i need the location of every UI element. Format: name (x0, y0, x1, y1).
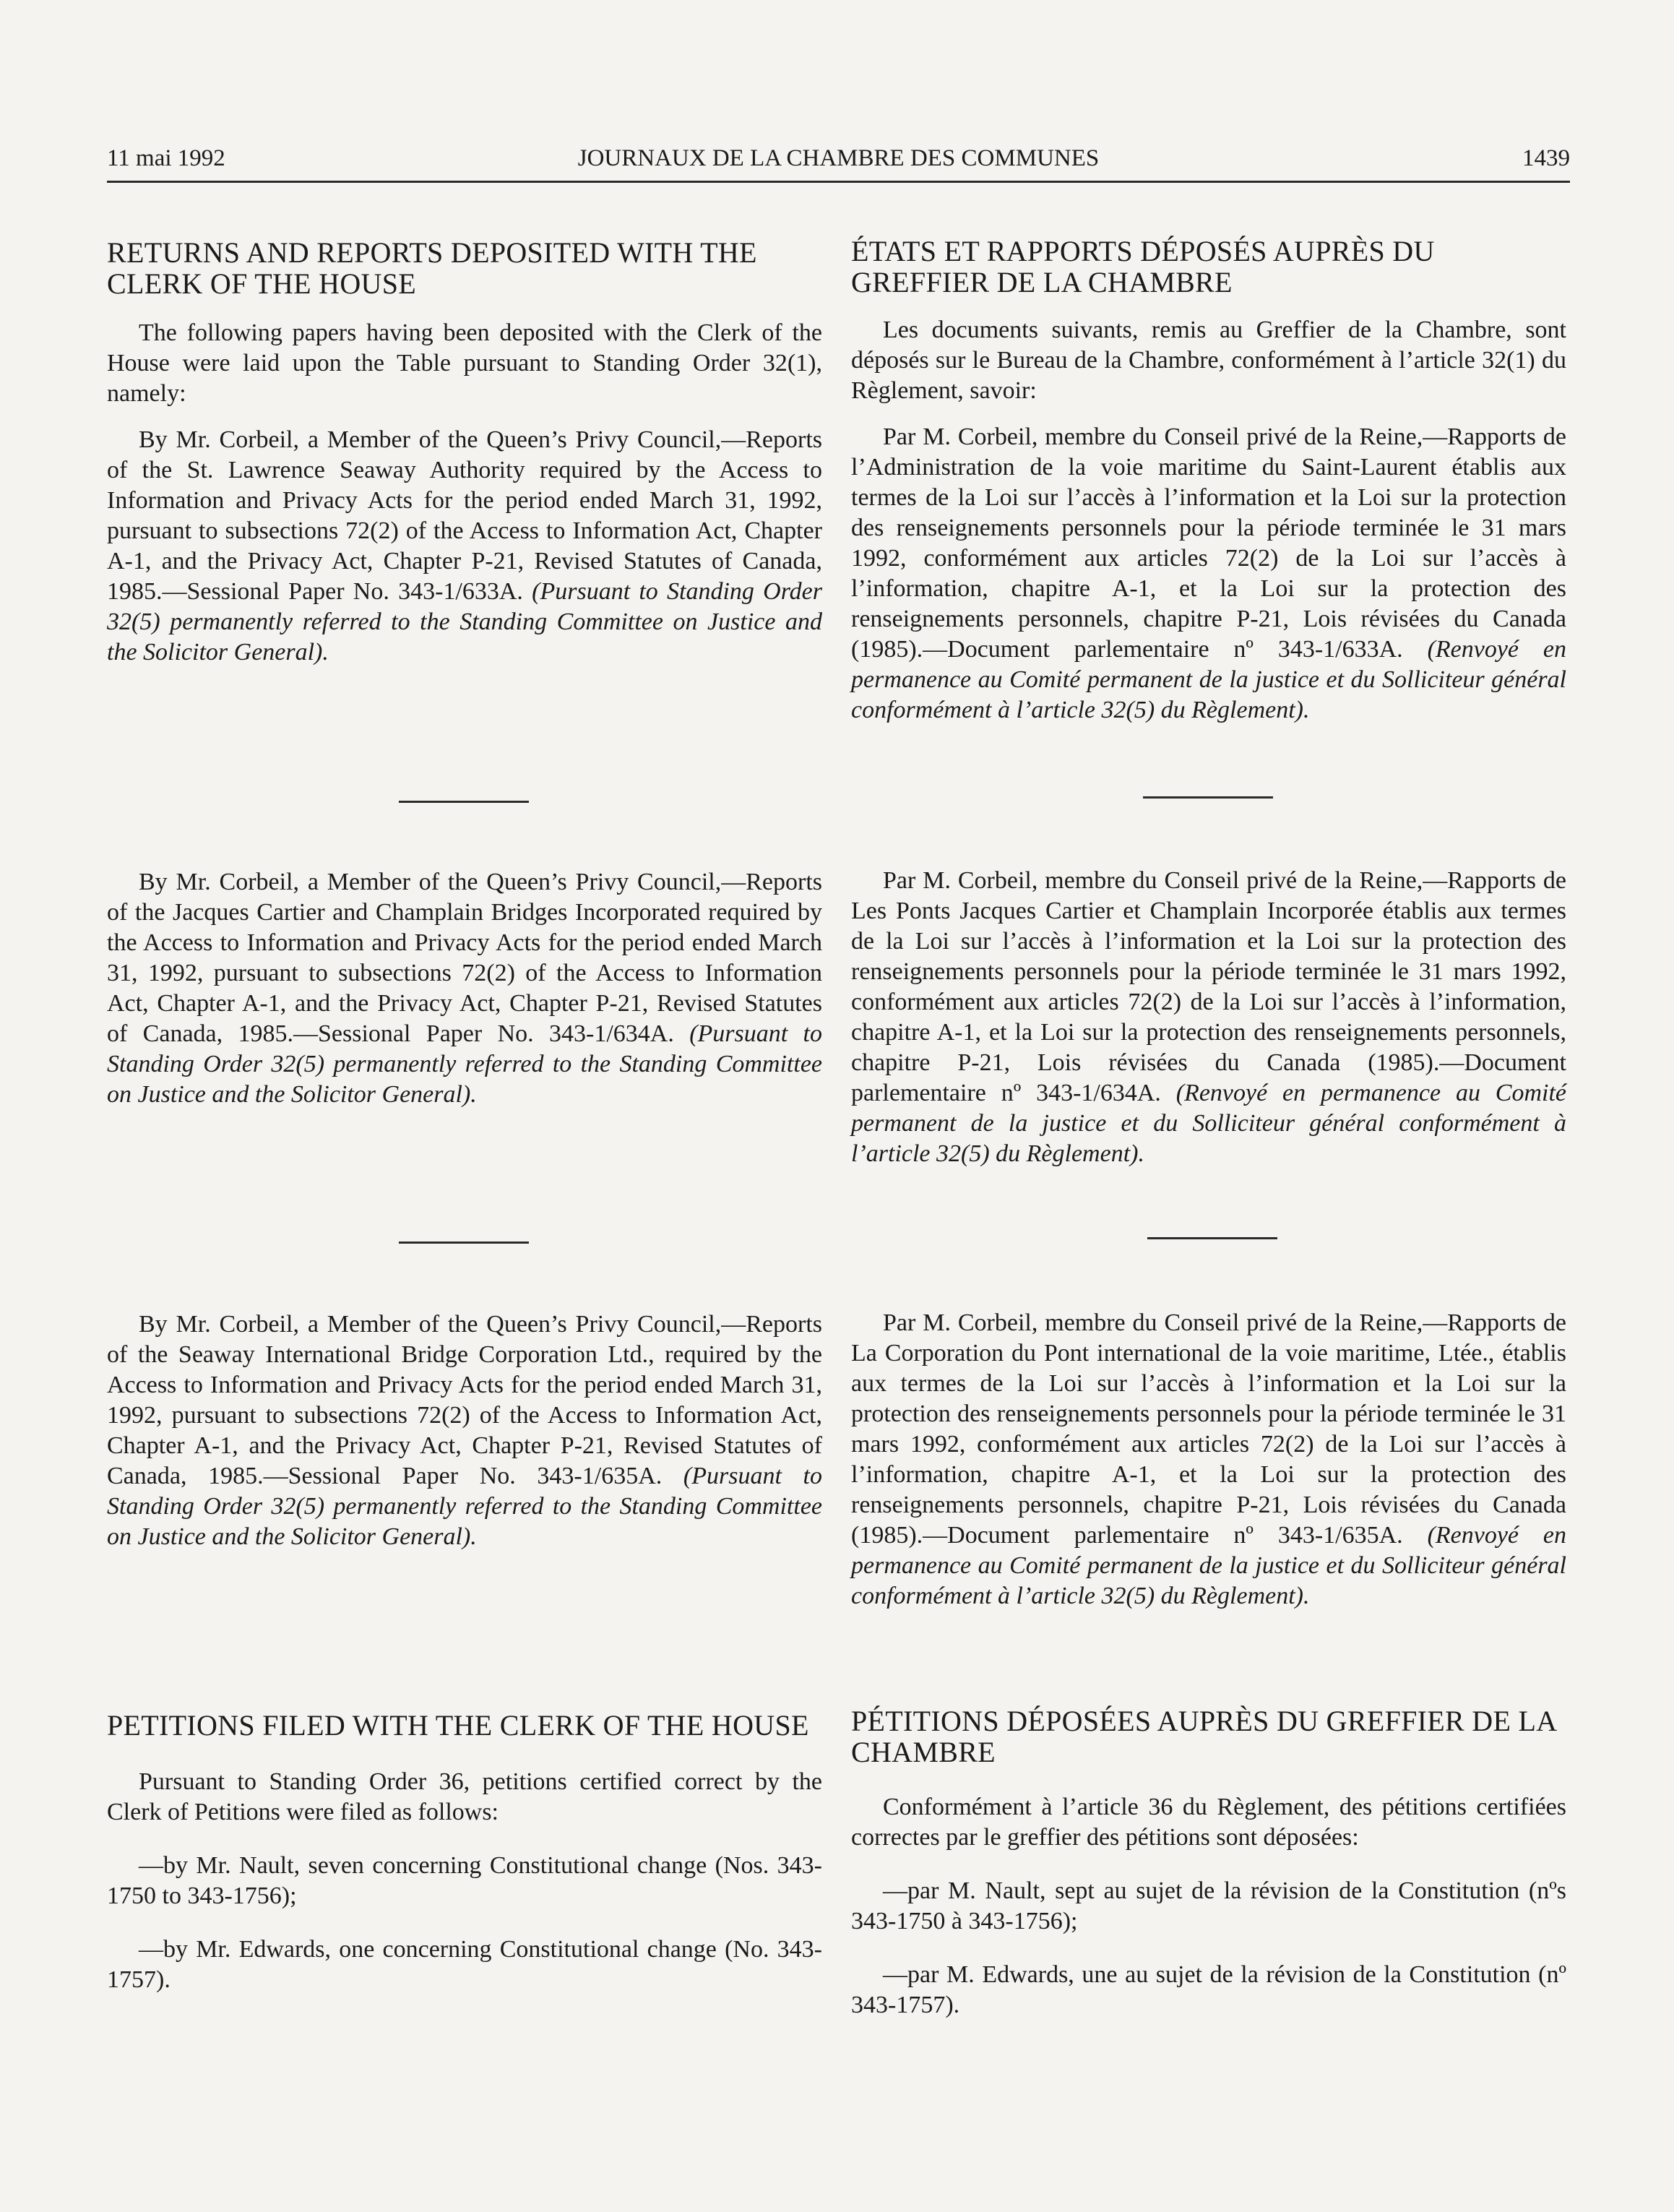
en-report-item-3 (107, 1309, 822, 1552)
en-returns-heading: RETURNS AND REPORTS DEPOSITED WITH THE CLERK OF THE HOUSE (107, 236, 757, 300)
fr-petitions-section (851, 1705, 1566, 2021)
fr-report-block-3 (851, 1308, 1566, 1611)
en-separator-2 (399, 1241, 529, 1244)
fr-petition-1: —par M. Nault, sept au sujet de la révision de la Constitution (nºs 343-1750 à 343-1756); (851, 1877, 1566, 1935)
fr-report-block-2 (851, 866, 1566, 1169)
en-separator-1 (399, 801, 529, 803)
fr-report-item-2 (851, 866, 1566, 1169)
fr-item-2-referral: (Renvoyé en permanence au Comité permanent de la justice et du Solliciteur général conformément à l’article 32(5) du Règlement). (851, 1080, 1566, 1167)
en-report-block-2 (107, 867, 822, 1110)
header-date: 11 mai 1992 (107, 145, 225, 171)
fr-separator-1 (1143, 796, 1273, 799)
fr-report-item-1 (851, 422, 1566, 726)
en-item-1-referral: (Pursuant to Standing Order 32(5) permanently referred to the Standing Committee on Justice and the Solicitor General). (107, 578, 822, 666)
fr-petitions-heading: PÉTITIONS DÉPOSÉES AUPRÈS DU GREFFIER DE LA CHAMBRE (851, 1705, 1556, 1768)
en-report-block-3 (107, 1309, 822, 1552)
en-item-1-text: By Mr. Corbeil, a Member of the Queen’s Privy Council,—Reports of the St. Lawrence Seaway Authority required by the Access to Information and Privacy Acts for the period ended March 31, 1992, pursuant to subsections 72(2) of the Access to Information Act, Chapter A-1, and the Privacy Act, Chapter P-21, Revised Statutes of Canada, 1985.—Sessional Paper No. 343-1/633A. (107, 426, 822, 605)
en-item-2-text: By Mr. Corbeil, a Member of the Queen’s Privy Council,—Reports of the Jacques Cartier and Champlain Bridges Incorporated required by the Access to Information and Privacy Acts for the period ended March 31, 1992, pursuant to subsections 72(2) of the Access to Information Act, Chapter A-1, and the Privacy Act, Chapter P-21, Revised Statutes of Canada, 1985.—Sessional Paper No. 343-1/634A. (107, 869, 822, 1047)
en-item-2-referral: (Pursuant to Standing Order 32(5) permanently referred to the Standing Committee on Justice and the Solicitor General). (107, 1020, 822, 1108)
fr-item-3-referral: (Renvoyé en permanence au Comité permanent de la justice et du Solliciteur général conformément à l’article 32(5) du Règlement). (851, 1522, 1566, 1609)
fr-separator-2 (1147, 1237, 1277, 1239)
fr-petitions-intro: Conformément à l’article 36 du Règlement, des pétitions certifiées correctes par le greffier des pétitions sont déposées: (851, 1794, 1566, 1851)
en-returns-intro: The following papers having been deposited with the Clerk of the House were laid upon the Table pursuant to Standing Order 32(1), namely: (107, 319, 822, 407)
en-petitions-heading: PETITIONS FILED WITH THE CLERK OF THE HOUSE (107, 1709, 809, 1742)
running-header (107, 143, 1570, 183)
en-petitions-section (107, 1710, 822, 1995)
fr-item-1-referral: (Renvoyé en permanence au Comité permanent de la justice et du Solliciteur général conformément à l’article 32(5) du Règlement). (851, 636, 1566, 723)
fr-report-item-3 (851, 1308, 1566, 1611)
en-item-3-text: By Mr. Corbeil, a Member of the Queen’s Privy Council,—Reports of the Seaway International Bridge Corporation Ltd., required by the Access to Information and Privacy Acts for the period ended March 31, 1992, pursuant to subsections 72(2) of the Access to Information Act, Chapter A-1, and the Privacy Act, Chapter P-21, Revised Statutes of Canada, 1985.—Sessional Paper No. 343-1/635A. (107, 1311, 822, 1489)
fr-item-1-text: Par M. Corbeil, membre du Conseil privé de la Reine,—Rapports de l’Administration de la voie maritime du Saint-Laurent établis aux termes de la Loi sur l’accès à l’information et la Loi sur la protection des renseignements personnels pour la période terminée le 31 mars 1992, conformément aux articles 72(2) de la Loi sur l’accès à l’information, chapitre A-1, et la Loi sur la protection des renseignements personnels, chapitre P-21, Lois révisées du Canada (1985).—Document parlementaire nº 343-1/633A. (851, 423, 1566, 663)
fr-returns-heading: ÉTATS ET RAPPORTS DÉPOSÉS AUPRÈS DU GREFFIER DE LA CHAMBRE (851, 235, 1435, 298)
en-item-3-referral: (Pursuant to Standing Order 32(5) permanently referred to the Standing Committee on Justice and the Solicitor General). (107, 1463, 822, 1550)
page-number: 1439 (1522, 145, 1570, 171)
fr-item-3-text: Par M. Corbeil, membre du Conseil privé de la Reine,—Rapports de La Corporation du Pont international de la voie maritime, Ltée., établis aux termes de la Loi sur l’accès à l’information et la Loi sur la protection des renseignements personnels pour la période terminée le 31 mars 1992, conformément aux articles 72(2) de la Loi sur l’accès à l’information, chapitre A-1, et la Loi sur la protection des renseignements personnels, chapitre P-21, Lois révisées du Canada (1985).—Document parlementaire nº 343-1/635A. (851, 1309, 1566, 1549)
header-title: JOURNAUX DE LA CHAMBRE DES COMMUNES (577, 145, 1100, 171)
en-petitions-intro: Pursuant to Standing Order 36, petitions certified correct by the Clerk of Petitions were filed as follows: (107, 1768, 822, 1825)
fr-petition-2: —par M. Edwards, une au sujet de la révision de la Constitution (nº 343-1757). (851, 1961, 1566, 2018)
en-report-item-2 (107, 867, 822, 1110)
fr-item-2-text: Par M. Corbeil, membre du Conseil privé de la Reine,—Rapports de Les Ponts Jacques Cartier et Champlain Incorporée établis aux termes de la Loi sur l’accès à l’information et la Loi sur la protection des renseignements personnels pour la période terminée le 31 mars 1992, conformément aux articles 72(2) de la Loi sur l’accès à l’information, chapitre A-1, et la Loi sur la protection des renseignements personnels, chapitre P-21, Lois révisées du Canada (1985).—Document parlementaire nº 343-1/634A. (851, 867, 1566, 1106)
fr-returns-section (851, 236, 1566, 726)
en-petition-1: —by Mr. Nault, seven concerning Constitutional change (Nos. 343-1750 to 343-1756); (107, 1852, 822, 1909)
fr-returns-intro: Les documents suivants, remis au Greffier de la Chambre, sont déposés sur le Bureau de la Chambre, conformément à l’article 32(1) du Règlement, savoir: (851, 317, 1566, 404)
en-petition-2: —by Mr. Edwards, one concerning Constitutional change (No. 343-1757). (107, 1936, 822, 1993)
en-report-item-1 (107, 425, 822, 668)
en-returns-section (107, 237, 822, 668)
